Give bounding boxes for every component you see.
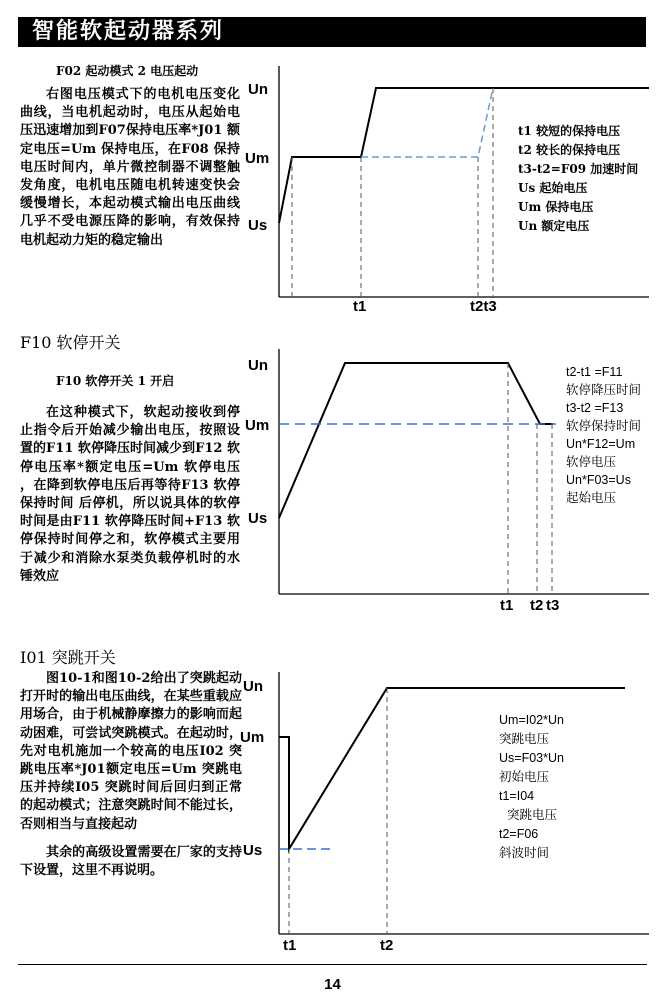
s3-legend-item: 初始电压: [499, 770, 550, 784]
s2-y-label-um: Um: [245, 417, 270, 434]
s3-legend-item: Us=F03*Un: [499, 751, 564, 765]
s2-legend-item: t3-t2 =F13: [566, 401, 624, 415]
section1-paragraph: 右图电压模式下的电机电压变化曲线，当电机起动时，电压从起始电压迅速增加到F07保持电压率*J01 额定电压=Um 保持电压，在F08 保持电压时间内，单片微控制器不调整触发角度，电机电压随电机转速变快会缓慢增长，本起动模式输出电压曲线几乎不受电源压降的影响，有效保持电机起动力矩的稳定输出: [20, 87, 240, 248]
s2-x-label-t1: t1: [500, 597, 514, 614]
s3-legend-item: 突跳电压: [507, 808, 558, 822]
s3-y-label-um: Um: [240, 729, 265, 746]
s2-legend-item: Un*F03=Us: [566, 473, 631, 487]
s3-x-label-t2: t2: [380, 937, 394, 954]
section2-heading: F10 软停开关: [20, 333, 121, 352]
footer-divider: [18, 964, 647, 965]
s1-x-label-t1: t1: [353, 298, 367, 315]
s2-x-label-t3: t3: [546, 597, 560, 614]
s3-legend-item: Um=I02*Un: [499, 713, 564, 727]
section3-heading: I01 突跳开关: [20, 648, 116, 667]
section3-paragraph2: 其余的高级设置需要在厂家的支持下设置，这里不再说明。: [20, 844, 242, 879]
s1-y-label-un: Un: [248, 81, 268, 98]
s1-legend-item: t3-t2=F09 加速时间: [518, 162, 639, 176]
s2-legend-item: Un*F12=Um: [566, 437, 636, 451]
s3-solid-curve: [279, 688, 625, 849]
s2-legend-item: 起始电压: [566, 491, 617, 505]
s3-x-label-t1: t1: [283, 937, 297, 954]
section2-subtitle: F10 软停开关 1 开启: [56, 374, 175, 388]
series-header: 智能软起动器系列: [18, 17, 646, 47]
section1-subtitle: F02 起动模式 2 电压起动: [56, 64, 199, 78]
s1-legend-item: t2 较长的保持电压: [518, 143, 621, 157]
s3-legend-item: t2=F06: [499, 827, 539, 841]
s1-x-label-t2t3: t2t3: [470, 298, 497, 315]
s2-y-label-us: Us: [248, 510, 268, 527]
s2-x-label-t2: t2: [530, 597, 544, 614]
s1-legend-item: Um 保持电压: [518, 200, 594, 214]
s1-legend-item: t1 较短的保持电压: [518, 124, 621, 138]
s3-y-label-us: Us: [243, 842, 263, 859]
s3-legend-item: t1=I04: [499, 789, 535, 803]
s2-legend-item: 软停电压: [566, 455, 617, 469]
s1-legend-item: Un 额定电压: [518, 219, 590, 233]
s1-legend-item: Us 起始电压: [518, 181, 588, 195]
s1-y-label-us: Us: [248, 217, 268, 234]
s2-legend-item: 软停保持时间: [566, 419, 642, 433]
page-number: 14: [324, 976, 341, 993]
s2-legend-item: t2-t1 =F11: [566, 365, 623, 379]
s3-legend-item: 突跳电压: [499, 732, 550, 746]
s3-legend-item: 斜波时间: [499, 846, 550, 860]
s1-y-label-um: Um: [245, 150, 270, 167]
s2-y-label-un: Un: [248, 357, 268, 374]
s3-y-label-un: Un: [243, 678, 263, 695]
section3-paragraph1: 图10-1和图10-2给出了突跳起动打开时的输出电压曲线，在某些重载应用场合，由于机械静摩擦力的影响而起动困难，可尝试突跳模式。在起动时，先对电机施加一个较高的电压I02 突跳电压率*J01额定电压=Um 突跳电压并持续I05 突跳时间后回归到正常的起动模式；注意突跳时间不能过长，否则相当与直接起动: [20, 671, 242, 832]
section2-paragraph: 在这种模式下，软起动接收到停止指令后开始减少输出电压，按照设置的F11 软停降压时间减少到F12 软停电压率*额定电压=Um 软停电压 ，在降到软停电压后再等待F13 软停保持时间 后停机，所以说具体的软停时间是由F11 软停降压时间+F13 软停保持时间停之和，软停模式主要用于减少和消除水泵类负载停机时的水锤效应: [20, 405, 240, 584]
s2-legend-item: 软停降压时间: [566, 383, 642, 397]
